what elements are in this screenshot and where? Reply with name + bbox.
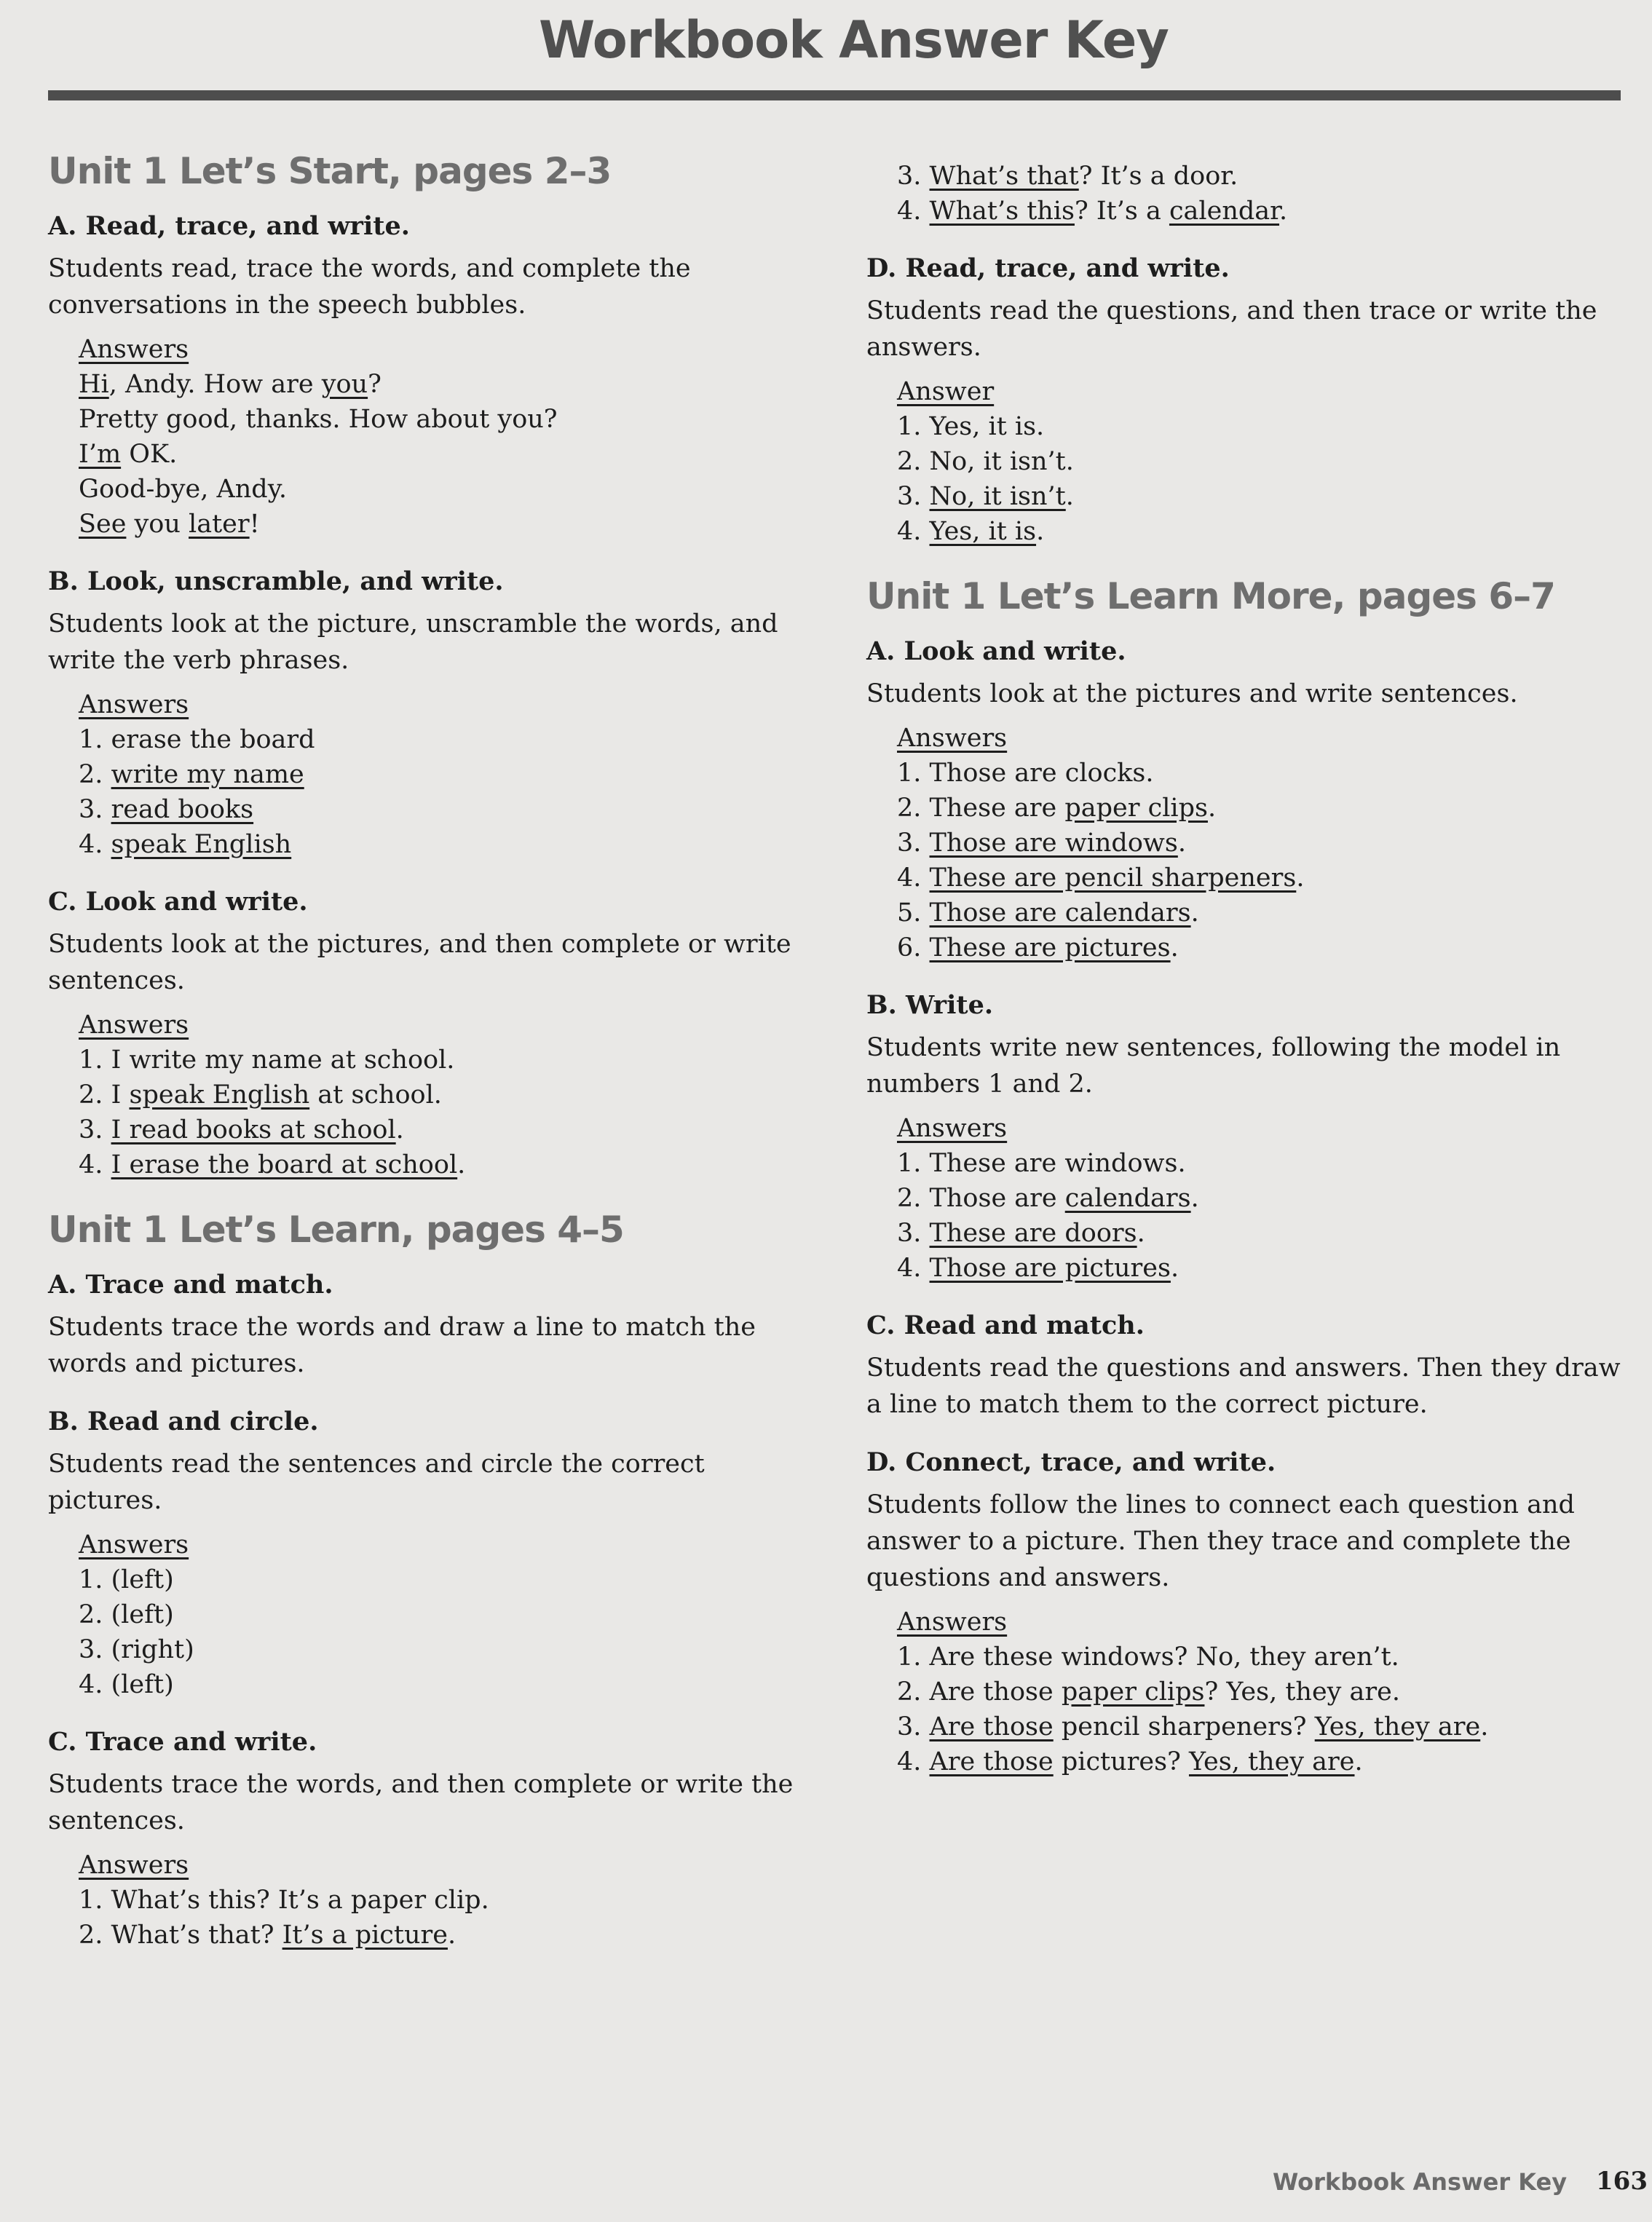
answer-text: 1. Those are clocks.	[897, 759, 1154, 788]
answer-text: .	[1170, 933, 1179, 962]
answer-text: !	[249, 510, 260, 539]
answer-underlined-text: Are those	[929, 1712, 1054, 1741]
answer-line	[897, 756, 1638, 791]
answer-line	[79, 507, 820, 542]
answer-text: 4. (left)	[79, 1670, 174, 1699]
answer-line	[79, 1147, 820, 1182]
answer-line	[79, 1043, 820, 1078]
answer-underlined-text: These are pictures	[929, 933, 1171, 962]
answer-line	[79, 757, 820, 792]
answer-text: Good-bye, Andy.	[79, 475, 287, 504]
answer-line	[897, 409, 1638, 444]
section-title: A. Read, trace, and write.	[48, 211, 410, 241]
answer-underlined-text: paper clips	[1064, 794, 1208, 823]
answer-underlined-text: No, it isn’t	[929, 482, 1066, 511]
section-learn-c-continued	[866, 159, 1638, 229]
answer-line	[897, 1216, 1638, 1251]
answer-text: 4.	[897, 1254, 930, 1283]
answer-text: .	[1036, 517, 1045, 546]
answer-text: 3.	[897, 829, 930, 858]
answer-text: 2. No, it isn’t.	[897, 447, 1074, 476]
answer-text: 1. Are these windows? No, they aren’t.	[897, 1642, 1399, 1672]
answer-text: .	[1207, 794, 1217, 823]
answer-line	[79, 367, 820, 402]
answer-line	[79, 472, 820, 507]
answer-lines	[897, 756, 1638, 965]
answers-label: Answers	[79, 335, 189, 364]
answer-text: 2.	[79, 760, 111, 789]
answer-underlined-text: Are those	[929, 1747, 1054, 1776]
section-description: Students follow the lines to connect each question and answer to a picture. Then they trace and complete the questions and answers.	[866, 1490, 1575, 1592]
answers-label: Answers	[79, 1530, 189, 1559]
answer-line	[897, 1251, 1638, 1286]
section-title: A. Trace and match.	[48, 1270, 333, 1300]
section-title: A. Look and write.	[866, 636, 1126, 666]
answers-label: Answers	[897, 1114, 1008, 1143]
answers-block	[897, 374, 1638, 549]
answer-text: 1. What’s this? It’s a paper clip.	[79, 1886, 489, 1915]
answer-line	[897, 194, 1638, 229]
answer-underlined-text: What’s that	[929, 162, 1079, 191]
answer-underlined-text: paper clips	[1061, 1677, 1205, 1707]
answer-lines	[79, 1562, 820, 1702]
answer-underlined-text: speak English	[129, 1080, 310, 1110]
answer-text: 1. Yes, it is.	[897, 412, 1045, 441]
answer-line	[79, 1562, 820, 1597]
answer-underlined-text: Hi	[79, 370, 109, 399]
page-title: Workbook Answer Key	[539, 10, 1169, 70]
answer-underlined-text: calendar	[1169, 197, 1280, 226]
answer-text: ? It’s a door.	[1078, 162, 1238, 191]
section-description: Students write new sentences, following the model in numbers 1 and 2.	[866, 1033, 1561, 1099]
answers-label: Answers	[79, 1851, 189, 1880]
answer-line	[897, 1146, 1638, 1181]
section-more-b	[866, 987, 1638, 1286]
answer-underlined-text: calendars	[1064, 1184, 1191, 1213]
answers-label: Answers	[79, 1011, 189, 1040]
section-description: Students read the sentences and circle the correct pictures.	[48, 1450, 705, 1515]
answer-text: 2. (left)	[79, 1600, 174, 1629]
section-more-c	[866, 1308, 1638, 1423]
answer-line	[79, 1078, 820, 1112]
answer-underlined-text: Those are pictures	[929, 1254, 1171, 1283]
answer-line	[897, 1181, 1638, 1216]
answer-text: 4.	[79, 1150, 111, 1179]
answer-line	[897, 895, 1638, 930]
section-description: Students trace the words and draw a line to match the words and pictures.	[48, 1313, 756, 1378]
answer-underlined-text: See	[79, 510, 127, 539]
section-start-b	[48, 564, 820, 862]
answer-lines	[897, 1146, 1638, 1286]
answer-text: 2. What’s that?	[79, 1921, 282, 1950]
answer-underlined-text: later	[189, 510, 250, 539]
answer-text: 1. erase the board	[79, 725, 315, 754]
answers-block	[897, 159, 1638, 229]
answer-text: 2. These are	[897, 794, 1065, 823]
answer-text: 5.	[897, 898, 930, 928]
answer-line	[79, 1112, 820, 1147]
answer-line	[79, 437, 820, 472]
answer-line	[897, 514, 1638, 549]
answer-underlined-text: Yes, it is	[929, 517, 1037, 546]
section-start-c	[48, 884, 820, 1182]
answer-text: .	[1480, 1712, 1489, 1741]
answer-text: .	[1354, 1747, 1363, 1776]
answer-line	[897, 479, 1638, 514]
answer-line	[897, 791, 1638, 826]
answer-line	[897, 930, 1638, 965]
unit-heading-lets-learn-more: Unit 1 Let’s Learn More, pages 6–7	[866, 575, 1555, 617]
answer-underlined-text: Those are windows	[929, 829, 1178, 858]
answer-text: at school.	[309, 1080, 442, 1110]
answers-block	[79, 332, 820, 542]
page-number: 163	[1596, 2167, 1648, 2196]
answer-line	[79, 402, 820, 437]
section-description: Students read the questions and answers. Then they draw a line to match them to the correct picture.	[866, 1353, 1621, 1419]
answer-line	[79, 827, 820, 862]
answer-text: .	[1170, 1254, 1179, 1283]
left-column	[48, 124, 820, 1974]
answer-text: 4.	[897, 1747, 930, 1776]
answer-line	[897, 1744, 1638, 1779]
section-title: B. Look, unscramble, and write.	[48, 566, 504, 596]
answer-underlined-text: you	[321, 370, 368, 399]
section-learn-c	[48, 1724, 820, 1953]
section-title: D. Connect, trace, and write.	[866, 1447, 1276, 1477]
answers-block	[79, 1527, 820, 1702]
answer-underlined-text: Those are calendars	[929, 898, 1191, 928]
answer-text: OK.	[121, 440, 178, 469]
unit-heading-lets-learn: Unit 1 Let’s Learn, pages 4–5	[48, 1209, 624, 1251]
answer-text: 1. These are windows.	[897, 1149, 1186, 1178]
answer-line	[897, 159, 1638, 194]
answer-lines	[79, 722, 820, 862]
section-start-a	[48, 208, 820, 542]
answer-text: .	[447, 1921, 457, 1950]
title-rule	[48, 90, 1621, 100]
answer-text: .	[1296, 863, 1305, 893]
answer-text: ?	[368, 370, 382, 399]
answers-block	[79, 1008, 820, 1182]
answer-text: 2. Those are	[897, 1184, 1065, 1213]
answer-line	[79, 792, 820, 827]
answers-block	[897, 1605, 1638, 1779]
answer-underlined-text: These are doors	[929, 1219, 1137, 1248]
answer-text: .	[1065, 482, 1074, 511]
answer-text: 3. (right)	[79, 1635, 194, 1664]
section-learn-a	[48, 1267, 820, 1382]
section-description: Students read the questions, and then trace or write the answers.	[866, 296, 1597, 362]
answer-text: 6.	[897, 933, 930, 962]
answer-text: pencil sharpeners?	[1053, 1712, 1315, 1741]
section-description: Students read, trace the words, and complete the conversations in the speech bubbles.	[48, 254, 691, 320]
answer-text: 3.	[79, 1115, 111, 1144]
answer-underlined-text: It’s a picture	[282, 1921, 448, 1950]
section-title: C. Read and match.	[866, 1310, 1145, 1340]
answer-text: .	[1190, 1184, 1199, 1213]
right-column	[866, 159, 1638, 1801]
answers-label: Answers	[897, 1608, 1008, 1637]
answer-underlined-text: These are pencil sharpeners	[929, 863, 1297, 893]
answer-text: pictures?	[1053, 1747, 1189, 1776]
answer-lines	[897, 1640, 1638, 1779]
answer-line	[79, 1632, 820, 1667]
answer-text: 3.	[79, 795, 111, 824]
answer-text: 4.	[897, 517, 930, 546]
section-title: C. Look and write.	[48, 887, 308, 917]
section-description: Students look at the pictures, and then complete or write sentences.	[48, 930, 791, 995]
answer-underlined-text: speak English	[111, 830, 292, 859]
answer-lines	[897, 159, 1638, 229]
answer-text: .	[395, 1115, 404, 1144]
section-more-a	[866, 633, 1638, 965]
answer-text: 4.	[897, 863, 930, 893]
answer-text: 3.	[897, 482, 930, 511]
answer-underlined-text: read books	[111, 795, 254, 824]
answers-label: Answers	[897, 724, 1008, 753]
answer-line	[79, 1597, 820, 1632]
answer-underlined-text: Yes, they are	[1188, 1747, 1355, 1776]
answer-underlined-text: I erase the board at school	[111, 1150, 458, 1179]
answer-text: 2. Are those	[897, 1677, 1062, 1707]
answer-lines	[79, 1883, 820, 1953]
answer-text: 1. (left)	[79, 1565, 174, 1594]
answers-block	[79, 687, 820, 862]
section-description: Students look at the pictures and write sentences.	[866, 679, 1518, 708]
unit-heading-lets-start: Unit 1 Let’s Start, pages 2–3	[48, 150, 612, 192]
answer-lines	[897, 409, 1638, 549]
section-title: D. Read, trace, and write.	[866, 253, 1230, 283]
section-description: Students look at the picture, unscramble the words, and write the verb phrases.	[48, 609, 778, 675]
section-learn-b	[48, 1404, 820, 1702]
answer-line	[79, 1883, 820, 1918]
answer-text: 4.	[79, 830, 111, 859]
answer-underlined-text: What’s this	[929, 197, 1075, 226]
answer-text: ? It’s a	[1074, 197, 1169, 226]
answer-text: 3.	[897, 1219, 930, 1248]
answer-text: you	[126, 510, 189, 539]
answer-line	[897, 826, 1638, 861]
section-title: C. Trace and write.	[48, 1727, 317, 1757]
answers-label: Answers	[79, 690, 189, 719]
answer-text: 1. I write my name at school.	[79, 1045, 455, 1075]
answer-text: 4.	[897, 197, 930, 226]
answer-line	[897, 861, 1638, 895]
answer-text: .	[1190, 898, 1199, 928]
answers-block	[79, 1848, 820, 1953]
answer-lines	[79, 367, 820, 542]
answer-text: Pretty good, thanks. How about you?	[79, 405, 558, 434]
answer-line	[897, 1675, 1638, 1709]
section-title: B. Write.	[866, 990, 994, 1020]
answer-underlined-text: write my name	[111, 760, 304, 789]
answer-text: .	[1177, 829, 1186, 858]
answers-block	[897, 1111, 1638, 1286]
answer-line	[79, 1918, 820, 1953]
answer-text: .	[1137, 1219, 1145, 1248]
section-more-d	[866, 1444, 1638, 1779]
answer-line	[897, 1640, 1638, 1675]
section-description: Students trace the words, and then complete or write the sentences.	[48, 1770, 794, 1835]
answer-text: , Andy. How are	[108, 370, 322, 399]
answer-line	[897, 1709, 1638, 1744]
answer-text: 3.	[897, 1712, 930, 1741]
answers-label: Answer	[897, 377, 995, 406]
answer-underlined-text: I read books at school	[111, 1115, 396, 1144]
answers-block	[897, 721, 1638, 965]
answer-line	[897, 444, 1638, 479]
footer-label: Workbook Answer Key	[1273, 2168, 1568, 2196]
section-learn-d	[866, 250, 1638, 549]
answer-underlined-text: Yes, they are	[1314, 1712, 1481, 1741]
answer-text: .	[457, 1150, 466, 1179]
answer-line	[79, 722, 820, 757]
answer-lines	[79, 1043, 820, 1182]
answer-underlined-text: I’m	[79, 440, 122, 469]
answer-text: .	[1279, 197, 1288, 226]
answer-text: 3.	[897, 162, 930, 191]
answer-text: ? Yes, they are.	[1204, 1677, 1400, 1707]
section-title: B. Read and circle.	[48, 1407, 319, 1436]
answer-text: 2. I	[79, 1080, 130, 1110]
answer-line	[79, 1667, 820, 1702]
